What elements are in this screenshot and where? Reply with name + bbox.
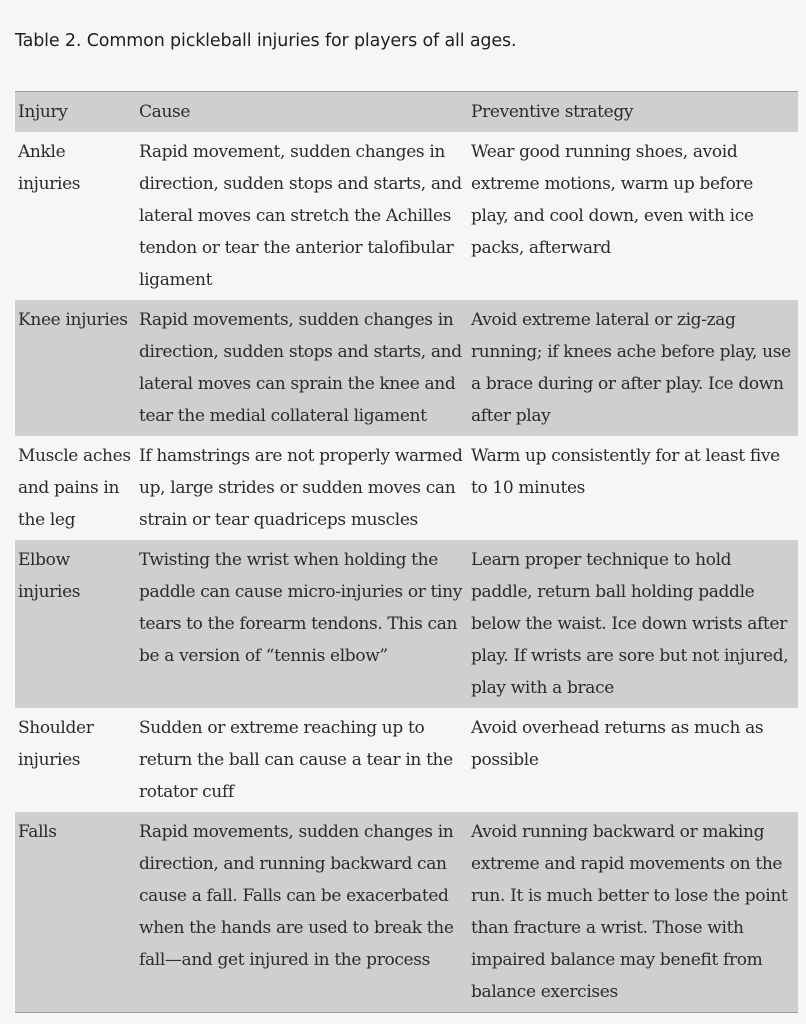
table-caption: Table 2. Common pickleball injuries for players of all ages. — [15, 31, 517, 51]
table-body — [15, 132, 798, 1013]
strategy-cell: Wear good running shoes, avoid extreme motions, warm up before play, and cool down, even with ice packs, afterward — [471, 142, 754, 258]
table-row — [15, 300, 798, 436]
cause-cell: Rapid movements, sudden changes in direction, and running backward can cause a fall. Falls can be exacerbated when the hands are used to break the fall—and get injured in the process — [139, 822, 454, 970]
cause-cell: Rapid movements, sudden changes in direction, sudden stops and starts, and lateral moves can sprain the knee and tear the medial collateral ligament — [139, 310, 462, 426]
injury-cell: Knee injuries — [18, 310, 128, 330]
cause-cell: If hamstrings are not properly warmed up, large strides or sudden moves can strain or tear quadriceps muscles — [139, 446, 463, 530]
strategy-cell: Avoid extreme lateral or zig-zag running; if knees ache before play, use a brace during or after play. Ice down after play — [471, 310, 791, 426]
cause-cell: Sudden or extreme reaching up to return the ball can cause a tear in the rotator cuff — [139, 718, 453, 802]
column-header-preventive-strategy: Preventive strategy — [471, 102, 634, 122]
strategy-cell: Learn proper technique to hold paddle, return ball holding paddle below the waist. Ice down wrists after play. If wrists are sore but not injured, play with a brace — [471, 550, 789, 698]
injury-cell: Falls — [18, 822, 57, 842]
cause-cell: Rapid movement, sudden changes in direction, sudden stops and starts, and lateral moves can stretch the Achilles tendon or tear the anterior talofibular ligament — [139, 142, 462, 290]
table-row — [15, 132, 798, 300]
column-header-cause: Cause — [139, 102, 191, 122]
table-row — [15, 540, 798, 708]
injury-cell: Muscle aches and pains in the leg — [18, 446, 131, 530]
table-row — [15, 436, 798, 540]
injury-cell: Ankle injuries — [18, 142, 81, 194]
strategy-cell: Avoid overhead returns as much as possible — [471, 718, 764, 770]
cause-cell: Twisting the wrist when holding the paddle can cause micro-injuries or tiny tears to the forearm tendons. This can be a version of “tennis elbow” — [139, 550, 462, 666]
table-row — [15, 812, 798, 1013]
injuries-table — [15, 91, 798, 1013]
strategy-cell: Warm up consistently for at least five to 10 minutes — [471, 446, 780, 498]
column-header-injury: Injury — [18, 102, 68, 122]
table-row — [15, 708, 798, 812]
injury-cell: Elbow injuries — [18, 550, 81, 602]
strategy-cell: Avoid running backward or making extreme and rapid movements on the run. It is much better to lose the point than fracture a wrist. Those with impaired balance may benefit from balance exercises — [471, 822, 788, 1002]
injury-cell: Shoulder injuries — [18, 718, 94, 770]
header-row — [15, 92, 798, 133]
table-header — [15, 92, 798, 133]
